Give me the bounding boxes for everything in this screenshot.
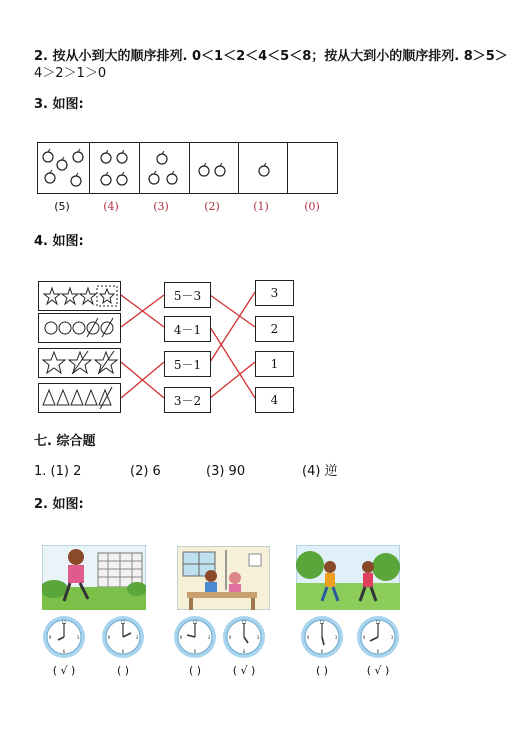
scene-playground	[296, 545, 400, 610]
clock-1	[42, 615, 86, 659]
clock-answer-4: ( √ )	[232, 664, 256, 677]
scene-school	[42, 545, 146, 610]
clock-6	[356, 615, 400, 659]
svg-text:6: 6	[320, 649, 324, 654]
s7-q1-part3: (3) 90	[206, 464, 246, 479]
q4-heading: 4. 如图:	[34, 234, 84, 249]
s7-q1-part2: (2) 6	[130, 464, 161, 479]
q3-label-2: (4)	[103, 200, 119, 213]
clock-answer-1: ( √ )	[52, 664, 76, 677]
svg-text:3: 3	[256, 635, 260, 640]
svg-text:9: 9	[179, 635, 183, 640]
circles-box	[38, 313, 121, 343]
expr-box-3: 5－1	[164, 351, 211, 377]
clock-4	[222, 615, 266, 659]
num-box-2: 2	[255, 316, 294, 342]
clock-answer-5: ( )	[315, 664, 329, 677]
q3-label-5: (1)	[253, 200, 269, 213]
clock-3	[173, 615, 217, 659]
clock-answer-6: ( √ )	[366, 664, 390, 677]
svg-text:12: 12	[120, 620, 126, 625]
svg-text:9: 9	[228, 635, 232, 640]
svg-text:3: 3	[76, 635, 80, 640]
section-7-heading: 七. 综合题	[34, 434, 96, 449]
q3-heading: 3. 如图:	[34, 97, 84, 112]
expr-box-2: 4－1	[164, 316, 211, 342]
num-box-1: 3	[255, 280, 294, 306]
q2-line-2: 4＞2＞1＞0	[34, 66, 107, 81]
svg-text:6: 6	[62, 649, 66, 654]
svg-text:6: 6	[121, 649, 125, 654]
svg-text:6: 6	[242, 649, 246, 654]
svg-text:12: 12	[319, 620, 325, 625]
svg-text:3: 3	[135, 635, 139, 640]
q3-label-6: (0)	[304, 200, 320, 213]
svg-text:9: 9	[306, 635, 310, 640]
big-stars-box	[38, 348, 121, 378]
svg-text:12: 12	[375, 620, 381, 625]
s7-q2-heading: 2. 如图:	[34, 497, 84, 512]
num-box-3: 1	[255, 351, 294, 377]
stars-box	[38, 281, 121, 311]
s7-q1-part4: (4) 逆	[302, 464, 338, 479]
q3-label-3: (3)	[153, 200, 169, 213]
svg-text:6: 6	[193, 649, 197, 654]
svg-text:12: 12	[241, 620, 247, 625]
svg-text:3: 3	[334, 635, 338, 640]
svg-text:3: 3	[207, 635, 211, 640]
clock-5	[300, 615, 344, 659]
svg-text:9: 9	[107, 635, 111, 640]
scene-classroom	[177, 546, 270, 610]
triangles-box	[38, 383, 121, 413]
svg-text:6: 6	[376, 649, 380, 654]
svg-text:9: 9	[48, 635, 52, 640]
svg-text:12: 12	[61, 620, 67, 625]
q2-line-1: 2. 按从小到大的顺序排列. 0＜1＜2＜4＜5＜8；按从大到小的顺序排列. 8＞5＞	[34, 49, 508, 64]
expr-box-4: 3－2	[164, 387, 211, 413]
svg-text:12: 12	[192, 620, 198, 625]
svg-text:3: 3	[390, 635, 394, 640]
q3-label-1: (5)	[54, 200, 70, 213]
expr-box-1: 5－3	[164, 282, 211, 308]
clock-2	[101, 615, 145, 659]
clock-answer-2: ( )	[116, 664, 130, 677]
clock-answer-3: ( )	[188, 664, 202, 677]
q3-label-4: (2)	[204, 200, 220, 213]
svg-text:9: 9	[362, 635, 366, 640]
s7-q1-part1: 1. (1) 2	[34, 464, 82, 479]
num-box-4: 4	[255, 387, 294, 413]
